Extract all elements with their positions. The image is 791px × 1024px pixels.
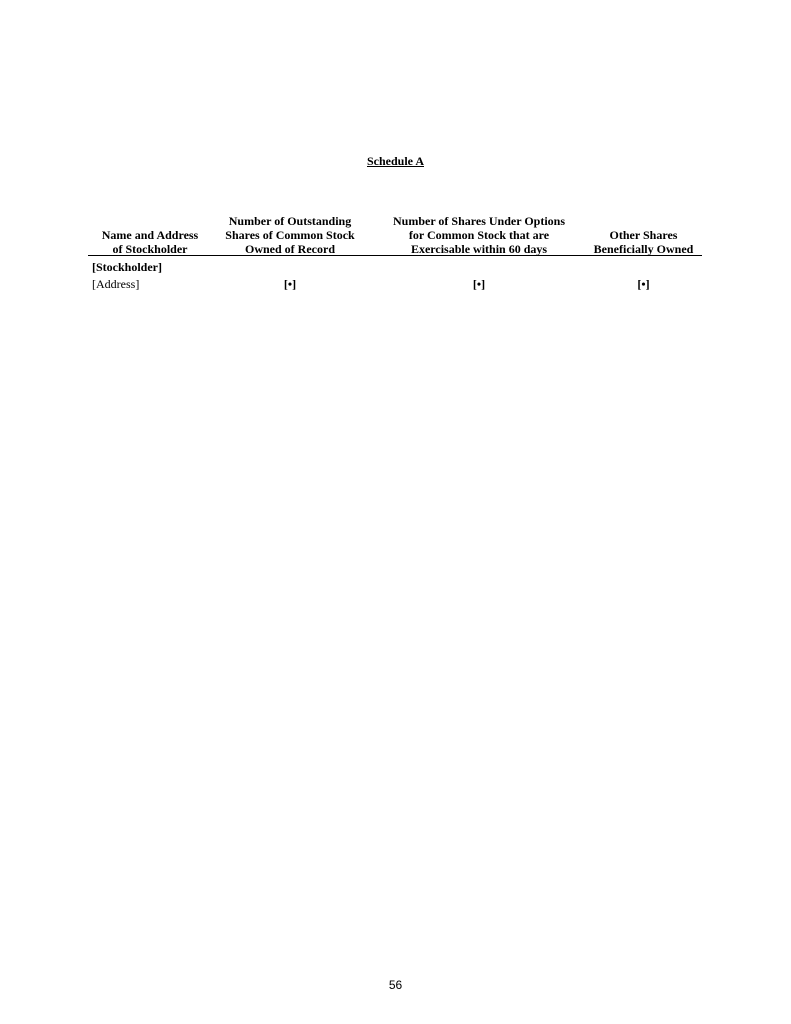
column-header-line: of Stockholder [112, 242, 188, 256]
column-header-shares-owned [212, 214, 368, 256]
schedule-title: Schedule A [366, 154, 424, 168]
table-row [88, 277, 702, 293]
column-header-line: Number of Outstanding [228, 214, 352, 228]
stockholder-table [88, 213, 702, 291]
column-header-line: Shares of Common Stock [225, 228, 355, 242]
shares-owned-value: [•] [283, 277, 297, 291]
column-header-line: Other Shares [609, 228, 678, 242]
table-header-row [88, 213, 702, 256]
column-header-line: Exercisable within 60 days [410, 242, 548, 256]
stockholder-name: [Stockholder] [92, 260, 162, 274]
other-shares-value: [•] [637, 277, 650, 291]
column-header-option-shares [373, 214, 585, 256]
column-header-other-shares [585, 228, 702, 256]
column-header-line: Beneficially Owned [593, 242, 694, 256]
column-header-line: Name and Address [101, 228, 199, 242]
page-number: 56 [388, 978, 403, 992]
column-header-line: for Common Stock that are [408, 228, 550, 242]
header-rule [88, 255, 702, 256]
stockholder-address: [Address] [92, 277, 140, 291]
column-header-line: Number of Shares Under Options [392, 214, 566, 228]
option-shares-value: [•] [472, 277, 486, 291]
column-header-line: Owned of Record [245, 242, 335, 256]
column-header-name-address [88, 228, 212, 256]
